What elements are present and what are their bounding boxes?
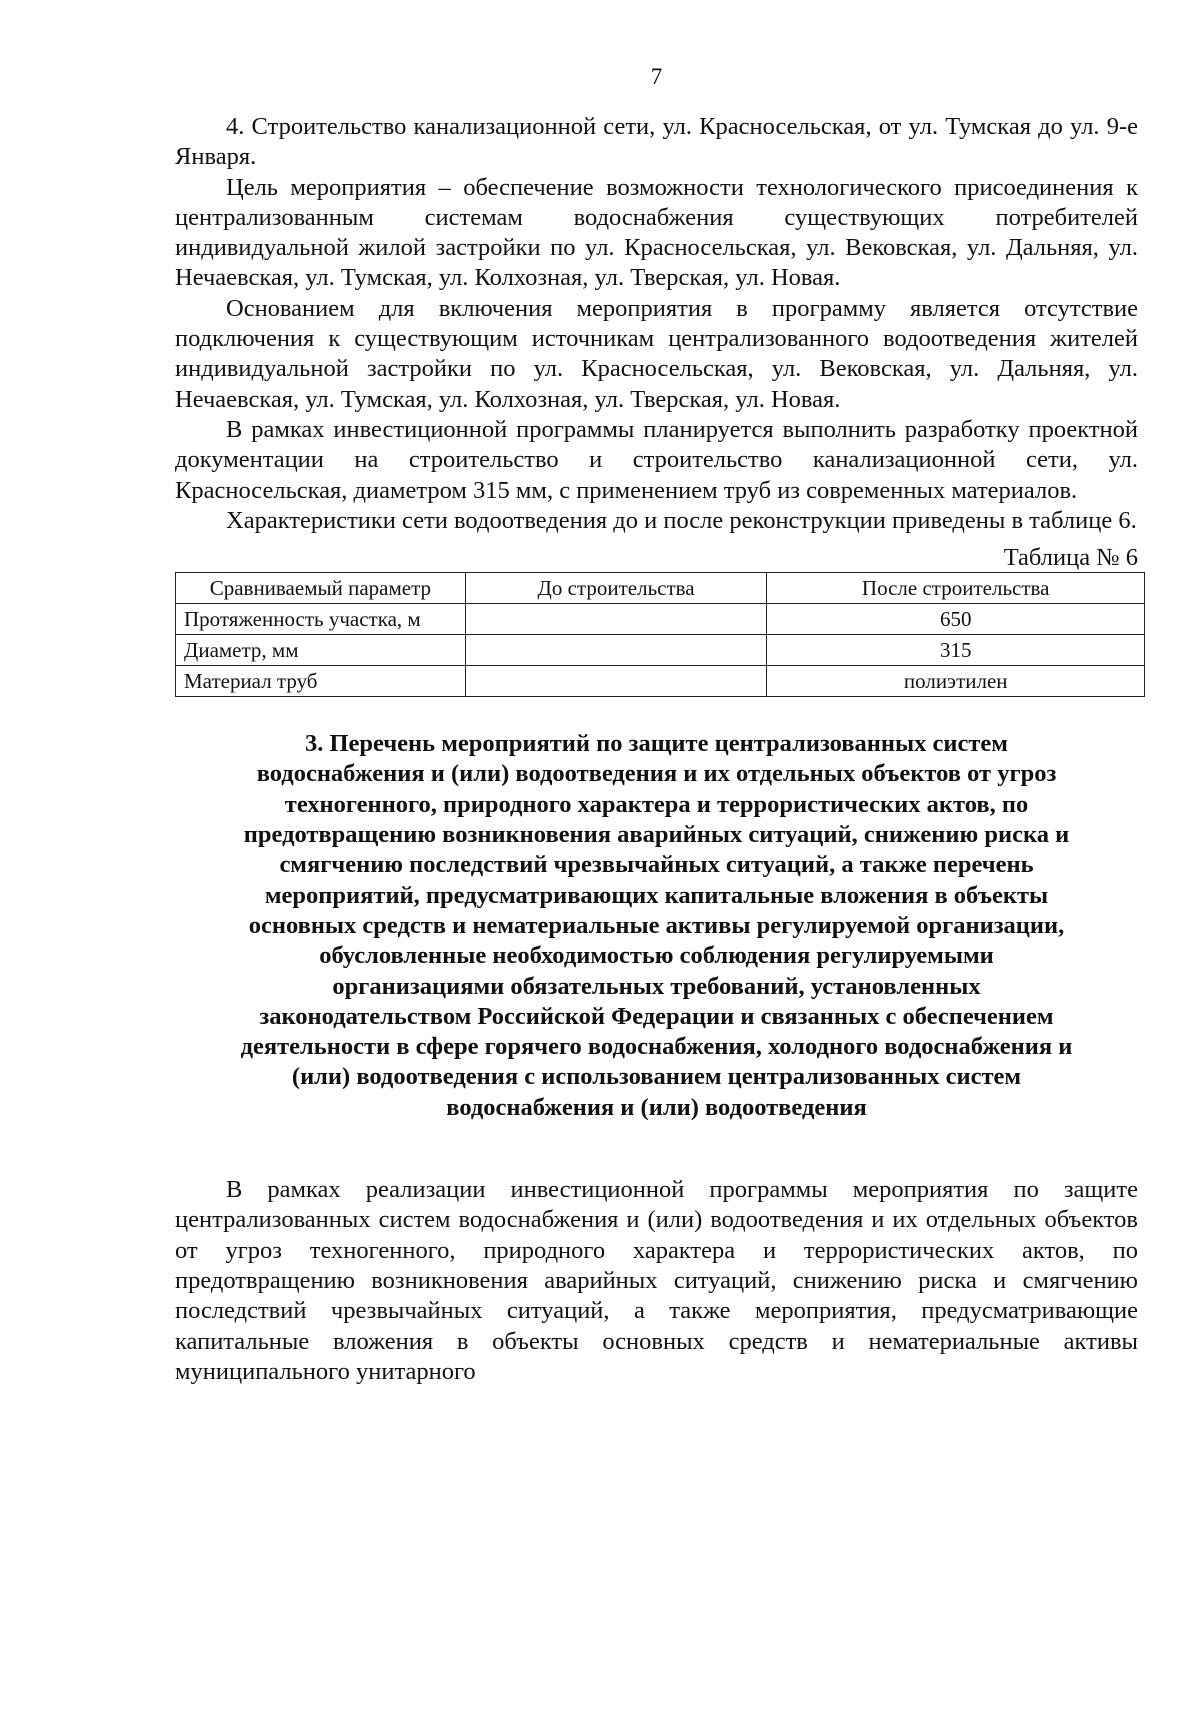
table-header-row bbox=[176, 573, 1145, 604]
section-heading-line: основных средств и нематериальные активы регулируемой организации, bbox=[248, 911, 1065, 939]
table-header-cell: До строительства bbox=[465, 573, 767, 604]
paragraph-item-4-title: 4. Строительство канализационной сети, ул. Красносельская, от ул. Тумская до ул. 9-е Января. bbox=[175, 113, 1138, 171]
paragraph-basis: Основанием для включения мероприятия в программу является отсутствие подключения к существующим источникам централизованного водоотведения жителей индивидуальной застройки по ул. Красносельская, ул. Вековская, ул. Дальняя, ул. Нечаевская, ул. Тумская, ул. Колхозная, ул. Тверская, ул. Новая. bbox=[175, 294, 1138, 413]
table-cell-after: полиэтилен bbox=[767, 666, 1145, 697]
paragraph-plan: В рамках инвестиционной программы планируется выполнить разработку проектной документации на строительство и строительство канализационной сети, ул. Красносельская, диаметром 315 мм, с применением труб из современных материалов. bbox=[175, 415, 1138, 504]
table-cell-parameter: Диаметр, мм bbox=[176, 635, 466, 666]
section-heading-line: (или) водоотведения с использованием централизованных систем bbox=[291, 1063, 1022, 1091]
section-heading-line: обусловленные необходимостью соблюдения регулируемыми bbox=[319, 942, 994, 970]
section-heading-line: организациями обязательных требований, установленных bbox=[332, 972, 981, 1000]
table-header-cell: После строительства bbox=[767, 573, 1145, 604]
table-row bbox=[176, 666, 1145, 697]
section-heading-line: деятельности в сфере горячего водоснабжения, холодного водоснабжения и bbox=[240, 1033, 1073, 1061]
paragraph-protection-measures: В рамках реализации инвестиционной программы мероприятия по защите централизованных систем водоснабжения и (или) водоотведения и их отдельных объектов от угроз техногенного, природного характера и террористических актов, по предотвращению возникновения аварийных ситуаций, снижению риска и смягчению последствий чрезвычайных ситуаций, а также мероприятия, предусматривающие капитальные вложения в объекты основных средств и нематериальные активы муниципального унитарного bbox=[175, 1176, 1138, 1385]
table-caption: Таблица № 6 bbox=[1003, 544, 1138, 572]
section-heading-line: предотвращению возникновения аварийных ситуаций, снижению риска и bbox=[243, 821, 1070, 849]
comparison-table bbox=[175, 572, 1145, 697]
table-cell-before bbox=[465, 604, 767, 635]
table-header-cell: Сравниваемый параметр bbox=[176, 573, 466, 604]
paragraph-goal: Цель мероприятия – обеспечение возможности технологического присоединения к централизованным системам водоснабжения существующих потребителей индивидуальной жилой застройки по ул. Красносельская, ул. Вековская, ул. Дальняя, ул. Нечаевская, ул. Тумская, ул. Колхозная, ул. Тверская, ул. Новая. bbox=[175, 173, 1138, 292]
section-heading-line: законодательством Российской Федерации и связанных с обеспечением bbox=[259, 1002, 1054, 1030]
table-row bbox=[176, 604, 1145, 635]
table-cell-before bbox=[465, 635, 767, 666]
table-row bbox=[176, 635, 1145, 666]
table-cell-after: 650 bbox=[767, 604, 1145, 635]
section-heading-line: мероприятий, предусматривающих капитальные вложения в объекты bbox=[264, 881, 1049, 909]
table-cell-parameter: Протяженность участка, м bbox=[176, 604, 466, 635]
section-heading-line: 3. Перечень мероприятий по защите централизованных систем bbox=[305, 730, 1008, 758]
section-heading-line: техногенного, природного характера и террористических актов, по bbox=[284, 790, 1029, 818]
table-cell-parameter: Материал труб bbox=[176, 666, 466, 697]
table-cell-before bbox=[465, 666, 767, 697]
section-heading bbox=[175, 729, 1138, 1123]
page-number: 7 bbox=[650, 64, 663, 89]
paragraph-table-reference: Характеристики сети водоотведения до и после реконструкции приведены в таблице 6. bbox=[226, 506, 1137, 534]
section-heading-line: смягчению последствий чрезвычайных ситуаций, а также перечень bbox=[279, 851, 1034, 879]
section-heading-line: водоснабжения и (или) водоотведения bbox=[446, 1093, 867, 1121]
table-cell-after: 315 bbox=[767, 635, 1145, 666]
section-heading-line: водоснабжения и (или) водоотведения и их отдельных объектов от угроз bbox=[256, 760, 1057, 788]
